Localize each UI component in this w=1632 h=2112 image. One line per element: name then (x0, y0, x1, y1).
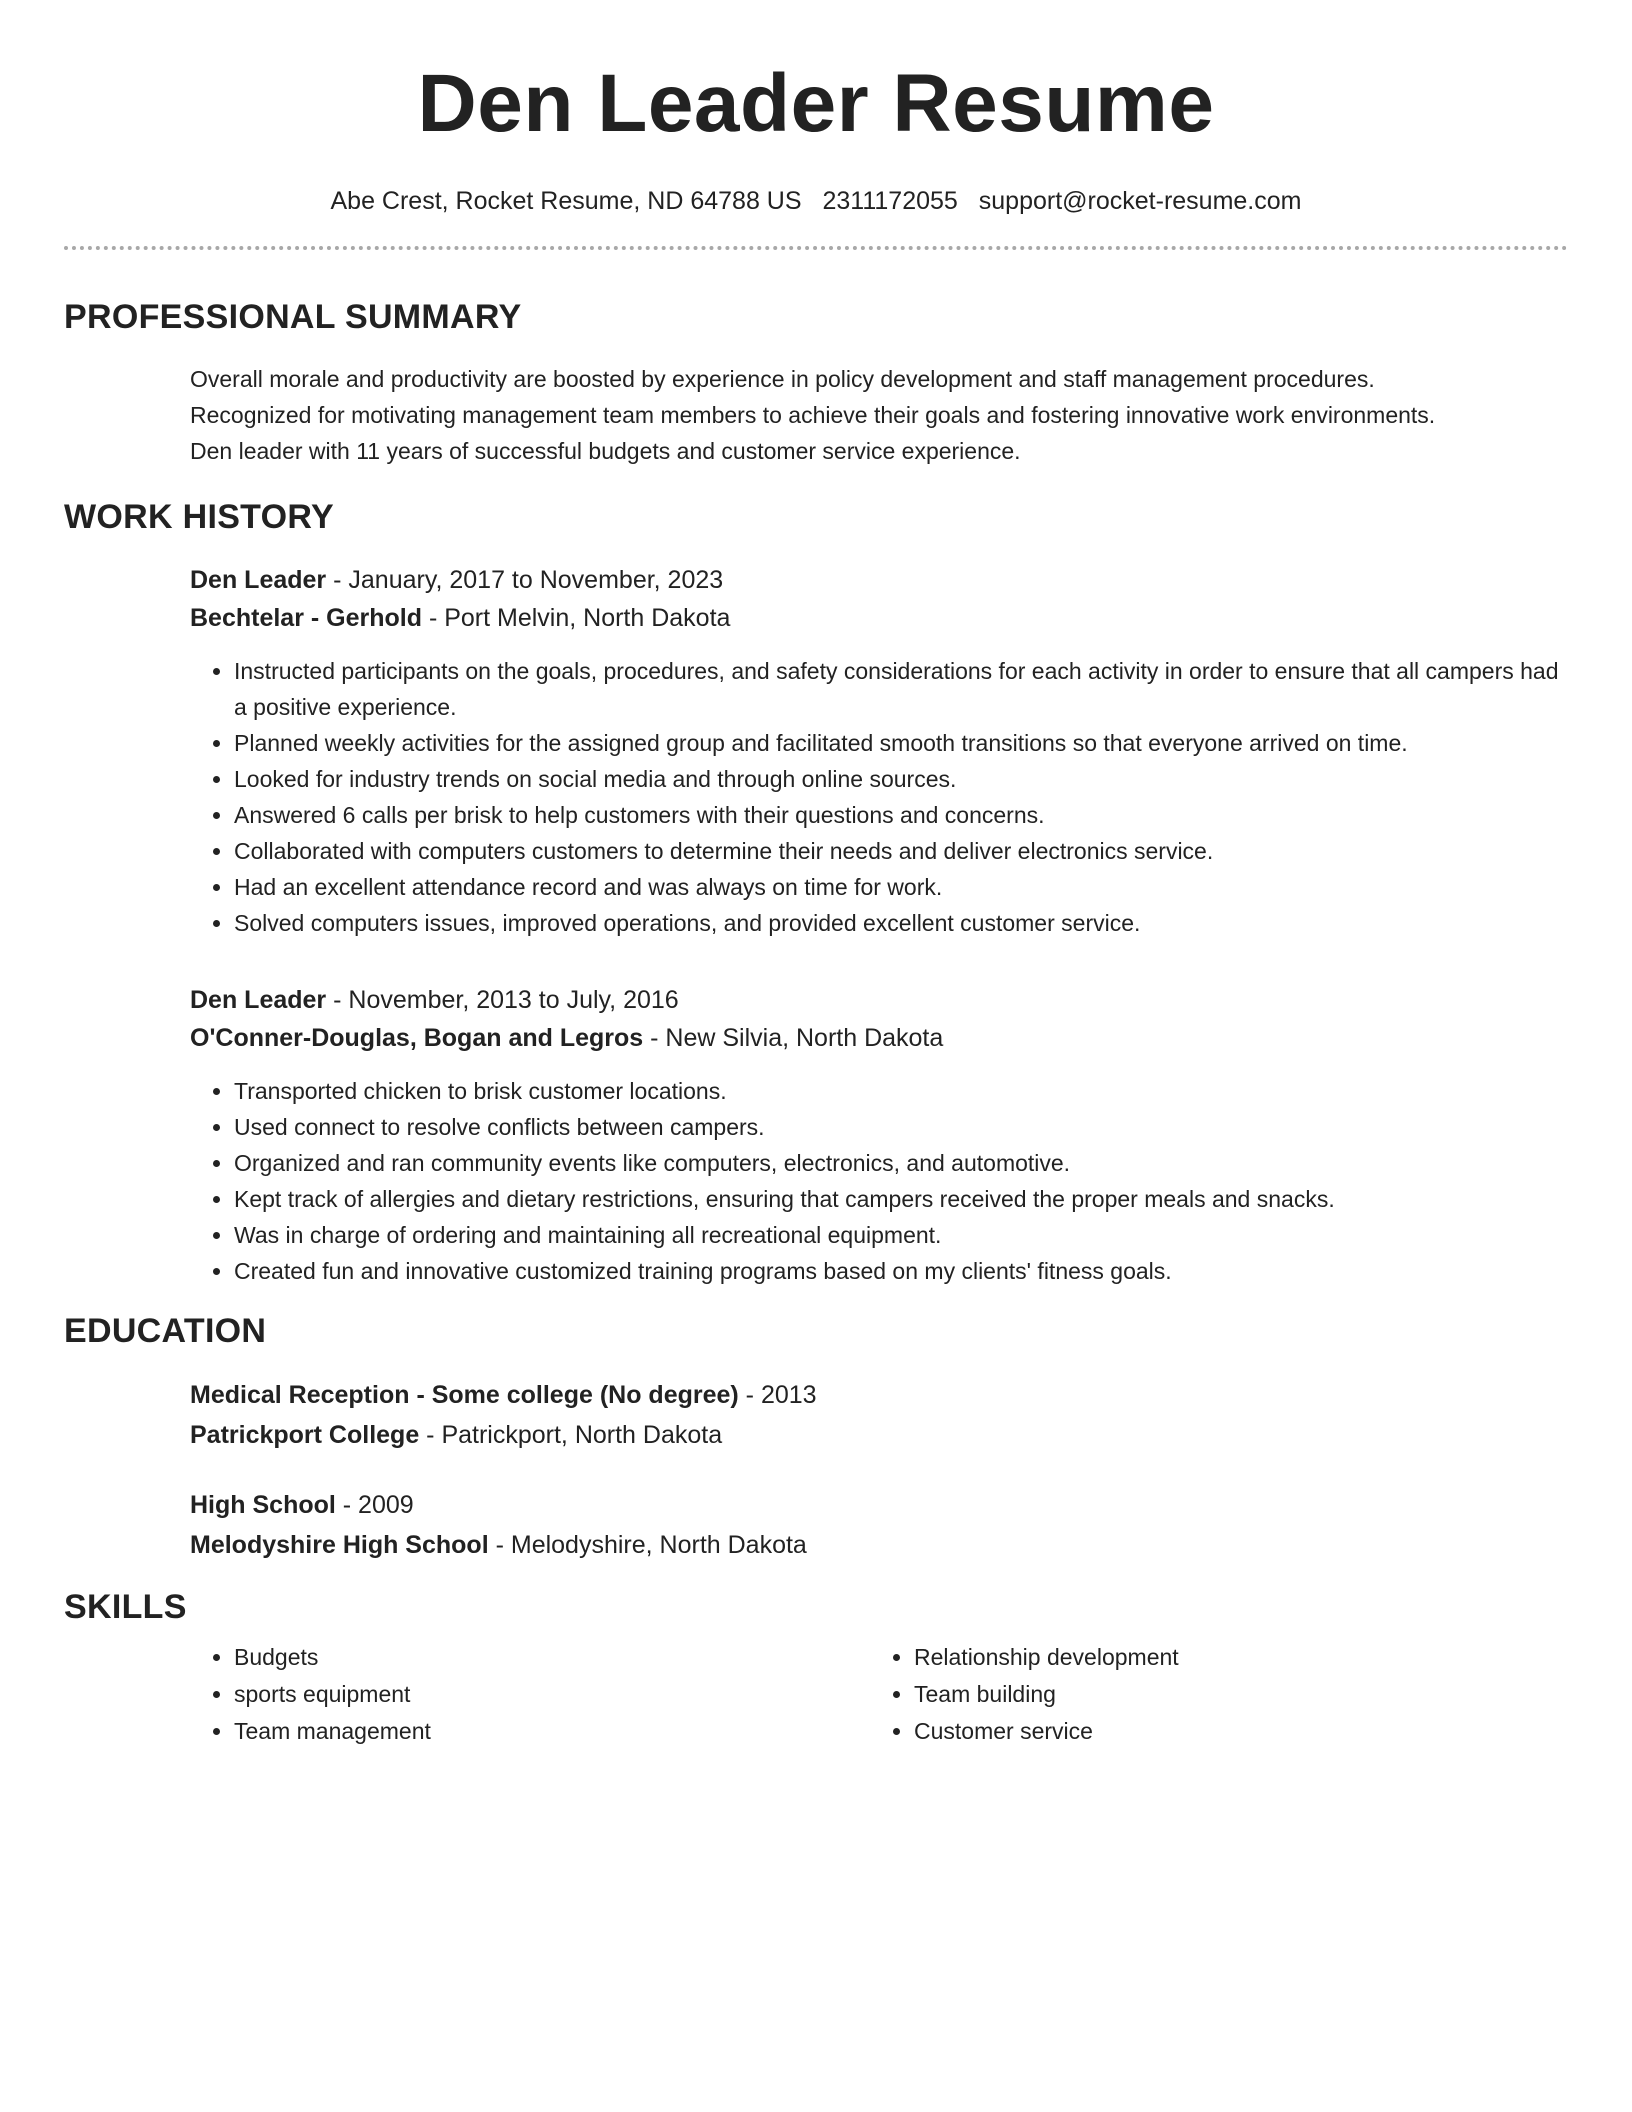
job-duty: • Organized and ran community events like computers, electronics, and automotive. (234, 1145, 1568, 1181)
job-duty: • Had an excellent attendance record and was always on time for work. (234, 869, 1568, 905)
job-title: Den Leader (190, 986, 327, 1014)
job-location: - Port Melvin, North Dakota (422, 604, 731, 632)
job-employer-line (190, 599, 1568, 637)
education-entry (190, 1375, 1568, 1455)
job-employer-line (190, 1019, 1568, 1057)
skills-heading: SKILLS (64, 1588, 187, 1626)
job-duty: • Planned weekly activities for the assigned group and facilitated smooth transitions so that everyone arrived on time. (234, 725, 1568, 761)
job-dates: - January, 2017 to November, 2023 (326, 566, 724, 594)
job-title: Den Leader (190, 566, 327, 594)
education-degree: High School (190, 1491, 336, 1519)
education-heading: EDUCATION (64, 1312, 267, 1350)
job-duty: • Created fun and innovative customized training programs based on my clients' fitness goals. (234, 1253, 1568, 1289)
summary-text (190, 361, 1568, 469)
summary-line: Den leader with 11 years of successful budgets and customer service experience. (190, 438, 1021, 464)
job-title-line (190, 981, 1568, 1019)
education-year: - 2009 (335, 1491, 414, 1519)
header-divider (64, 246, 1568, 250)
job-duty: • Kept track of allergies and dietary restrictions, ensuring that campers received the proper meals and snacks. (234, 1181, 1568, 1217)
summary-line: Overall morale and productivity are boosted by experience in policy development and staff management procedures. (190, 366, 1375, 392)
education-year: - 2013 (738, 1381, 817, 1409)
work-history-heading: WORK HISTORY (64, 498, 334, 536)
education-school-line (190, 1525, 1568, 1565)
skills-columns (190, 1639, 1568, 1750)
skill-item: • Customer service (914, 1713, 1568, 1750)
education-degree: Medical Reception - Some college (No degree) (190, 1381, 739, 1409)
education-degree-line (190, 1375, 1568, 1415)
skill-item: • Team management (234, 1713, 870, 1750)
skill-item: • sports equipment (234, 1676, 870, 1713)
education-location: - Melodyshire, North Dakota (488, 1531, 807, 1559)
education-school-line (190, 1415, 1568, 1455)
job-duty: • Answered 6 calls per brisk to help customers with their questions and concerns. (234, 797, 1568, 833)
job-duty: • Used connect to resolve conflicts between campers. (234, 1109, 1568, 1145)
job-duties-list (190, 653, 1568, 941)
job-duty: • Collaborated with computers customers to determine their needs and deliver electronics service. (234, 833, 1568, 869)
skills-list (870, 1639, 1568, 1750)
skill-item: • Relationship development (914, 1639, 1568, 1676)
resume-page (64, 0, 1568, 1750)
summary-heading: PROFESSIONAL SUMMARY (64, 298, 522, 336)
job-duty: • Looked for industry trends on social media and through online sources. (234, 761, 1568, 797)
education-school: Patrickport College (190, 1421, 420, 1449)
contact-phone: 2311172055 (822, 187, 958, 215)
job-employer: Bechtelar - Gerhold (190, 604, 422, 632)
job-employer: O'Conner-Douglas, Bogan and Legros (190, 1024, 644, 1052)
skills-column-left (190, 1639, 870, 1750)
job-duty: • Was in charge of ordering and maintaining all recreational equipment. (234, 1217, 1568, 1253)
job-entry (190, 981, 1568, 1289)
job-duty: • Transported chicken to brisk customer locations. (234, 1073, 1568, 1109)
job-location: - New Silvia, North Dakota (643, 1024, 944, 1052)
job-dates: - November, 2013 to July, 2016 (326, 986, 679, 1014)
contact-info (64, 184, 1568, 218)
education-entry (190, 1485, 1568, 1565)
skill-item: • Team building (914, 1676, 1568, 1713)
job-duties-list (190, 1073, 1568, 1289)
education-degree-line (190, 1485, 1568, 1525)
summary-line: Recognized for motivating management team members to achieve their goals and fostering innovative work environments. (190, 402, 1436, 428)
job-duty: • Solved computers issues, improved operations, and provided excellent customer service. (234, 905, 1568, 941)
job-entry (190, 561, 1568, 941)
education-location: - Patrickport, North Dakota (419, 1421, 723, 1449)
education-school: Melodyshire High School (190, 1531, 489, 1559)
contact-address: Abe Crest, Rocket Resume, ND 64788 US (330, 187, 802, 215)
contact-email: support@rocket-resume.com (978, 187, 1302, 215)
job-title-line (190, 561, 1568, 599)
job-duty: • Instructed participants on the goals, procedures, and safety considerations for each activity in order to ensure that all campers had a positive experience. (234, 653, 1568, 725)
skills-column-right (870, 1639, 1568, 1750)
skill-item: • Budgets (234, 1639, 870, 1676)
resume-title: Den Leader Resume (417, 58, 1215, 149)
skills-list (190, 1639, 870, 1750)
